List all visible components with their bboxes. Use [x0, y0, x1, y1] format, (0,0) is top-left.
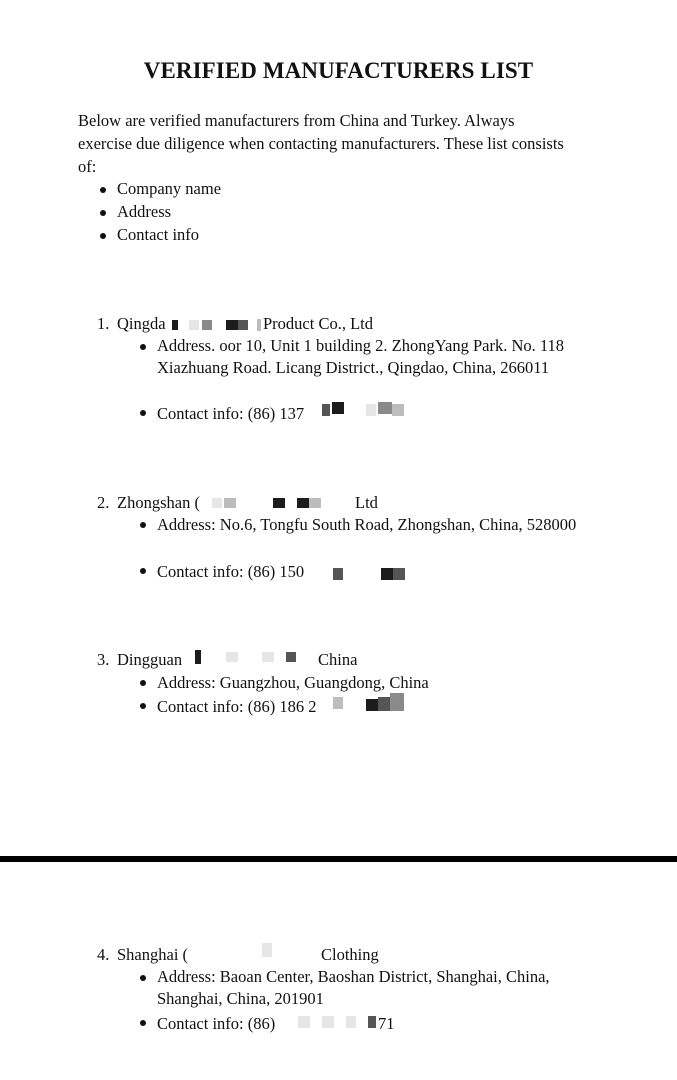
bullet-dot-icon: [140, 410, 146, 416]
entry-number: 4.: [97, 945, 110, 964]
bullet-dot-icon: [140, 975, 146, 981]
bullet-dot-icon: [140, 568, 146, 574]
contact-info-end: 71: [378, 1014, 395, 1033]
company-name-start: Zhongshan (: [117, 493, 200, 512]
intro-bullet-address: Address: [117, 202, 172, 221]
bullet-dot-icon: [140, 680, 146, 686]
contact-info: Contact info: (86) 137: [157, 404, 305, 423]
company-name-start: Dingguan: [117, 650, 183, 669]
bullet-dot-icon: [100, 233, 106, 239]
bullet-dot-icon: [140, 522, 146, 528]
bullet-dot-icon: [100, 187, 106, 193]
address-text: Address: No.6, Tongfu South Road, Zhongshan, China, 528000: [157, 515, 577, 534]
contact-info: Contact info: (86) 186 2: [157, 697, 317, 716]
address-text: Address: Baoan Center, Baoshan District, Shanghai, China, Shanghai, China, 201901: [157, 967, 550, 1008]
address-label-smudged: Address.: [157, 336, 216, 355]
document-title: VERIFIED MANUFACTURERS LIST: [143, 58, 534, 83]
address-text: oor 10, Unit 1 building 2. ZhongYang Park. No. 118 Xiazhuang Road. Licang District., Qingdao, China, 266011: [157, 336, 564, 377]
company-name-start: Shanghai (: [117, 945, 189, 964]
company-name-end: China: [318, 650, 358, 669]
bullet-dot-icon: [100, 210, 106, 216]
contact-info: Contact info: (86): [157, 1014, 276, 1033]
company-name-end: Product Co., Ltd: [263, 314, 373, 333]
company-name-end: Clothing: [321, 945, 379, 964]
bullet-dot-icon: [140, 1020, 146, 1026]
bullet-dot-icon: [140, 703, 146, 709]
address-line: [157, 335, 597, 379]
entry-number: 2.: [97, 493, 110, 512]
address-text: Address: Guangzhou, Guangdong, China: [157, 673, 429, 692]
intro-bullet-company-name: Company name: [117, 179, 222, 198]
intro-bullet-contact-info: Contact info: [117, 225, 200, 244]
entry-number: 1.: [97, 314, 110, 333]
contact-info: Contact info: (86) 150: [157, 562, 305, 581]
company-name-end: Ltd: [355, 493, 378, 512]
entry-number: 3.: [97, 650, 110, 669]
intro-paragraph: Below are verified manufacturers from China and Turkey. Always exercise due diligence when contacting manufacturers. These list consists of:: [78, 111, 564, 176]
company-name-start: Qingda: [117, 314, 166, 333]
bullet-dot-icon: [140, 344, 146, 350]
page-divider: [0, 856, 677, 862]
